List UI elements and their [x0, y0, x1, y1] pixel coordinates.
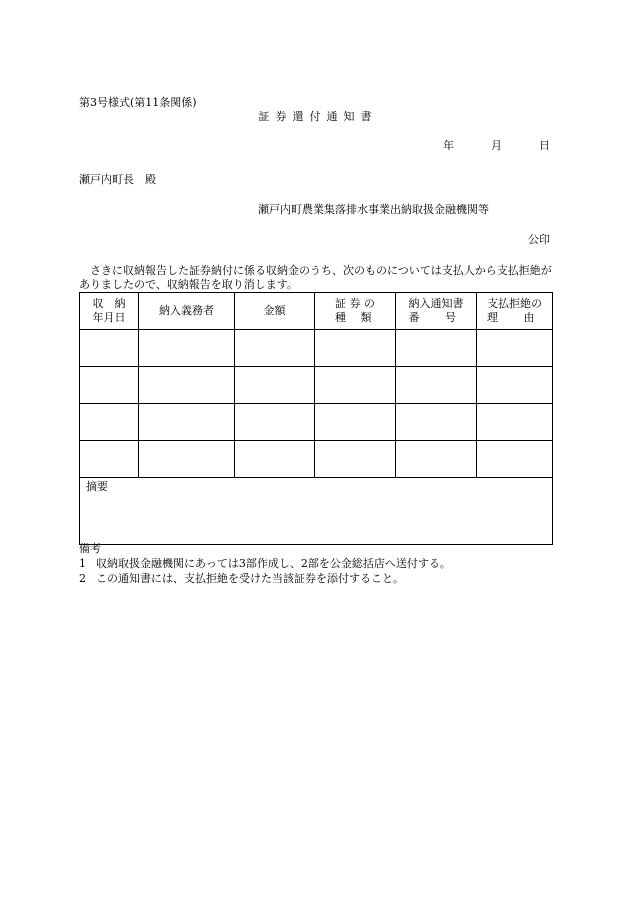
- table-cell[interactable]: [80, 367, 139, 404]
- header-refusal-reason-line1: 支払拒絶の: [487, 297, 542, 310]
- table-cell[interactable]: [315, 404, 396, 441]
- note-text: この通知書には、支払拒絶を受けた当該証券を添付すること。: [96, 572, 404, 585]
- table-row: [80, 441, 553, 478]
- table-cell[interactable]: [396, 367, 477, 404]
- table-cell[interactable]: [139, 441, 235, 478]
- table-cell[interactable]: [235, 367, 315, 404]
- note-item: [79, 557, 451, 571]
- table-cell[interactable]: [396, 330, 477, 367]
- form-number: 第3号様式(第11条関係): [79, 96, 197, 109]
- header-notice-number-line1: 納入通知書: [408, 297, 464, 310]
- table-cell[interactable]: [235, 330, 315, 367]
- body-text: さきに収納報告した証券納付に係る収納金のうち、次のものについては支払人から支払拒絶がありましたので、収納報告を取り消します。: [79, 264, 552, 291]
- header-refusal-reason-line2: 理 由: [487, 311, 535, 324]
- table-cell[interactable]: [139, 330, 235, 367]
- table-cell[interactable]: [315, 367, 396, 404]
- table-row: [80, 367, 553, 404]
- header-amount: 金額: [235, 293, 315, 330]
- official-seal-label: 公印: [528, 233, 550, 246]
- table-row: [80, 404, 553, 441]
- table-cell[interactable]: [477, 404, 553, 441]
- date-month: 月: [491, 139, 502, 152]
- table-cell[interactable]: [235, 441, 315, 478]
- summary-cell[interactable]: [80, 478, 553, 545]
- header-receipt-date-line2: 年月日: [92, 311, 126, 324]
- table-header-row: [80, 293, 553, 330]
- header-receipt-date-line1: 収 納: [92, 297, 126, 310]
- recipient: 瀬戸内町長 殿: [79, 173, 156, 186]
- sender: 瀬戸内町農業集落排水事業出納取扱金融機関等: [258, 203, 489, 216]
- table-cell[interactable]: [139, 404, 235, 441]
- date-day: 日: [539, 139, 550, 152]
- table-cell[interactable]: [315, 330, 396, 367]
- table-cell[interactable]: [80, 441, 139, 478]
- table-row: [80, 330, 553, 367]
- notes-heading: 備考: [79, 542, 101, 555]
- header-security-type-line2: 種 類: [335, 311, 372, 324]
- table-cell[interactable]: [315, 441, 396, 478]
- note-number: 1: [79, 557, 86, 570]
- table-cell[interactable]: [139, 367, 235, 404]
- header-notice-number: [396, 293, 477, 330]
- table-cell[interactable]: [80, 404, 139, 441]
- summary-label: 摘要: [86, 480, 108, 493]
- date-year: 年: [443, 139, 454, 152]
- header-notice-number-line2: 番 号: [408, 311, 456, 324]
- header-security-type-line1: 証 券 の: [335, 297, 375, 310]
- table-cell[interactable]: [477, 330, 553, 367]
- table-cell[interactable]: [235, 404, 315, 441]
- table-cell[interactable]: [80, 330, 139, 367]
- header-payer: 納入義務者: [139, 293, 235, 330]
- document-title: 証券還付通知書: [258, 110, 378, 123]
- header-refusal-reason: [477, 293, 553, 330]
- notice-table: [79, 292, 553, 545]
- table-cell[interactable]: [396, 404, 477, 441]
- date-line: [443, 139, 550, 153]
- table-cell[interactable]: [396, 441, 477, 478]
- header-security-type: [315, 293, 396, 330]
- note-number: 2: [79, 572, 86, 585]
- table-cell[interactable]: [477, 441, 553, 478]
- note-text: 収納取扱金融機関にあっては3部作成し、2部を公金総括店へ送付する。: [96, 557, 451, 570]
- summary-row: [80, 478, 553, 545]
- table-cell[interactable]: [477, 367, 553, 404]
- note-item: [79, 572, 404, 586]
- header-receipt-date: [80, 293, 139, 330]
